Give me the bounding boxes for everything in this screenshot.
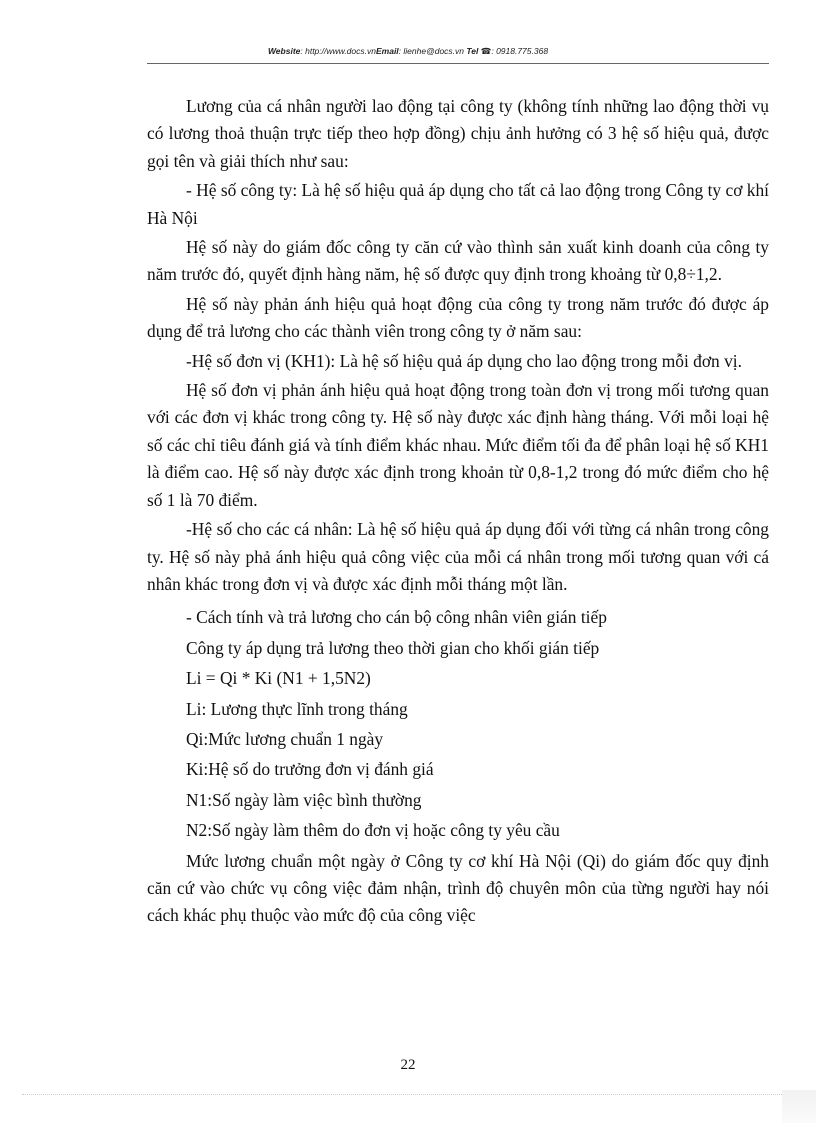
formula-definition: Qi:Mức lương chuẩn 1 ngày (186, 728, 384, 749)
paragraph: -Hệ số đơn vị (KH1): Là hệ số hiệu quả áp dụng cho lao động trong mỗi đơn vị. (186, 350, 742, 371)
formula-section (147, 604, 769, 844)
email-link[interactable]: lienhe@docs.vn (403, 46, 465, 56)
website-label: Website (267, 46, 301, 56)
page-edge-shadow (782, 1090, 816, 1123)
header-divider (147, 63, 769, 64)
phone-icon: ☎ (480, 46, 492, 56)
paragraph: -Hệ số cho các cá nhân: Là hệ số hiệu quả áp dụng đối với từng cá nhân trong công ty. Hệ số này phả ánh hiệu quả công việc của mỗi cá nhân trong mối tương quan với cá nhân khác trong đơn vị và được xác định mỗi tháng một lần. (147, 519, 769, 594)
formula-definition: Li: Lương thực lĩnh trong tháng (186, 698, 408, 719)
text-line: Công ty áp dụng trả lương theo thời gian cho khối gián tiếp (186, 637, 600, 658)
email-label: Email (375, 46, 399, 56)
page-number: 22 (400, 1057, 416, 1073)
paragraph: Hệ số này do giám đốc công ty căn cứ vào thình sản xuất kinh doanh của công ty năm trước đó, quyết định hàng năm, hệ số được quy định trong khoảng từ 0,8÷1,2. (147, 237, 769, 285)
tel-label: Tel (466, 46, 479, 56)
paragraph: Hệ số này phản ánh hiệu quả hoạt động của công ty trong năm trước đó được áp dụng để trả lương cho các thành viên trong công ty ở năm sau: (147, 293, 769, 342)
paragraph: - Hệ số công ty: Là hệ số hiệu quả áp dụng cho tất cả lao động trong Công ty cơ khí Hà Nội (147, 180, 769, 228)
formula: Li = Qi * Ki (N1 + 1,5N2) (186, 668, 371, 689)
paragraph: Lương của cá nhân người lao động tại công ty (không tính những lao động thời vụ có lương thoả thuận trực tiếp theo hợp đồng) chịu ảnh hưởng có 3 hệ số hiệu quả, được gọi tên và giải thích như sau: (147, 96, 769, 171)
document-body (147, 93, 769, 932)
tel-value: 0918.775.368 (496, 46, 549, 56)
text-line: - Cách tính và trả lương cho cán bộ công nhân viên gián tiếp (186, 607, 607, 628)
formula-definition: N1:Số ngày làm việc bình thường (186, 789, 422, 810)
page-header: Website: http://www.docs.vnEmail: lienhe@docs.vn Tel ☎: 0918.775.368 (267, 46, 549, 56)
footer-divider (22, 1094, 794, 1095)
paragraph: Hệ số đơn vị phản ánh hiệu quả hoạt động trong toàn đơn vị trong mối tương quan với các đơn vị khác trong công ty. Hệ số này được xác định hàng tháng. Với mỗi loại hệ số các chỉ tiêu đánh giá và tính điểm khác nhau. Mức điểm tối đa để phân loại hệ số KH1 là điểm cao. Hệ số này được xác định trong khoản từ 0,8-1,2 trong đó mức điểm cho hệ số 1 là 70 điểm. (147, 380, 769, 510)
formula-definition: Ki:Hệ số do trưởng đơn vị đánh giá (186, 759, 434, 780)
website-link[interactable]: http://www.docs.vn (305, 46, 376, 56)
formula-definition: N2:Số ngày làm thêm do đơn vị hoặc công ty yêu cầu (186, 820, 560, 841)
paragraph: Mức lương chuẩn một ngày ở Công ty cơ khí Hà Nội (Qi) do giám đốc quy định căn cứ vào chức vụ công việc đảm nhận, trình độ chuyên môn của từng người hay nói cách khác phụ thuộc vào mức độ của công việc (147, 850, 769, 926)
